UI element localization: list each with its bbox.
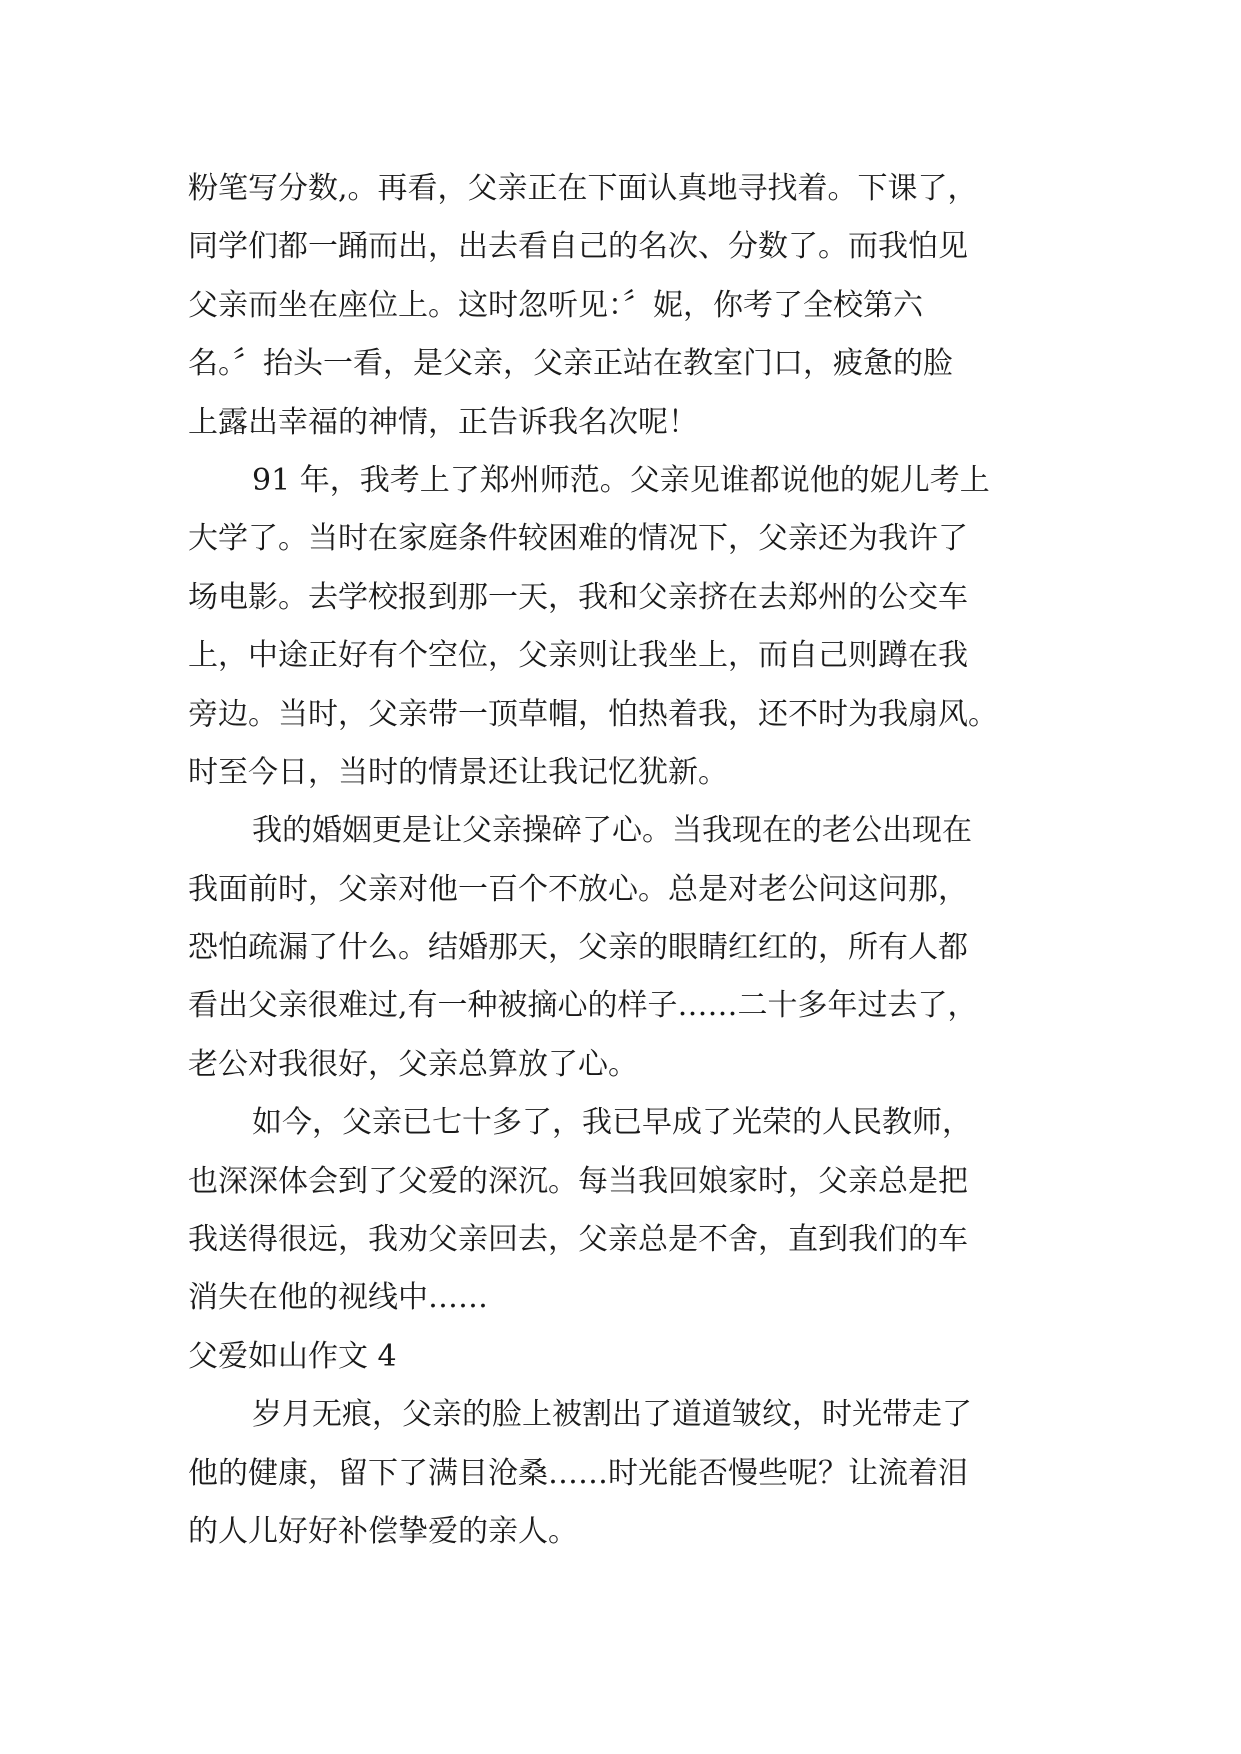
paragraph-first-line: 91 年，我考上了郑州师范。父亲见谁都说他的妮儿考上 (252, 462, 990, 498)
text-line: 粉笔写分数,。再看，父亲正在下面认真地寻找着。下课了， (188, 171, 978, 206)
paragraph-first-line: 岁月无痕，父亲的脸上被割出了道道皱纹，时光带走了 (252, 1397, 972, 1433)
text-line: 我面前时，父亲对他一百个不放心。总是对老公问这问那， (188, 871, 968, 907)
text-line: 大学了。当时在家庭条件较困难的情况下，父亲还为我许了 (188, 521, 968, 557)
section-heading: 父爱如山作文 4 (188, 1338, 397, 1374)
text-line: 老公对我很好，父亲总算放了心。 (188, 1046, 638, 1082)
text-line: 恐怕疏漏了什么。结婚那天，父亲的眼睛红红的，所有人都 (188, 930, 968, 966)
paragraph-first-line: 我的婚姻更是让父亲操碎了心。当我现在的老公出现在 (252, 813, 972, 849)
text-line: 同学们都一踊而出，出去看自己的名次、分数了。而我怕见 (188, 229, 968, 265)
text-line: 上，中途正好有个空位，父亲则让我坐上，而自己则蹲在我 (188, 638, 968, 674)
text-line: 时至今日，当时的情景还让我记忆犹新。 (188, 754, 728, 790)
text-line: 看出父亲很难过,有一种被摘心的样子……二十多年过去了， (188, 988, 978, 1024)
text-line: 我送得很远，我劝父亲回去，父亲总是不舍，直到我们的车 (188, 1222, 968, 1258)
text-line: 父亲而坐在座位上。这时忽听见：〞妮，你考了全校第六 (188, 287, 923, 323)
text-line: 上露出幸福的神情，正告诉我名次呢！ (188, 404, 698, 440)
text-line: 的人儿好好补偿挚爱的亲人。 (188, 1513, 578, 1549)
text-line: 他的健康，留下了满目沧桑……时光能否慢些呢？让流着泪 (188, 1455, 968, 1491)
text-line: 场电影。去学校报到那一天，我和父亲挤在去郑州的公交车 (188, 579, 968, 615)
text-line: 消失在他的视线中…… (188, 1280, 488, 1316)
text-line: 也深深体会到了父爱的深沉。每当我回娘家时，父亲总是把 (188, 1163, 968, 1199)
text-line: 名。〞抬头一看，是父亲，父亲正站在教室门口，疲惫的脸 (188, 346, 953, 382)
paragraph-first-line: 如今，父亲已七十多了，我已早成了光荣的人民教师， (252, 1105, 972, 1141)
text-line: 旁边。当时，父亲带一顶草帽，怕热着我，还不时为我扇风。 (188, 696, 998, 732)
essay-body (188, 160, 1068, 1561)
